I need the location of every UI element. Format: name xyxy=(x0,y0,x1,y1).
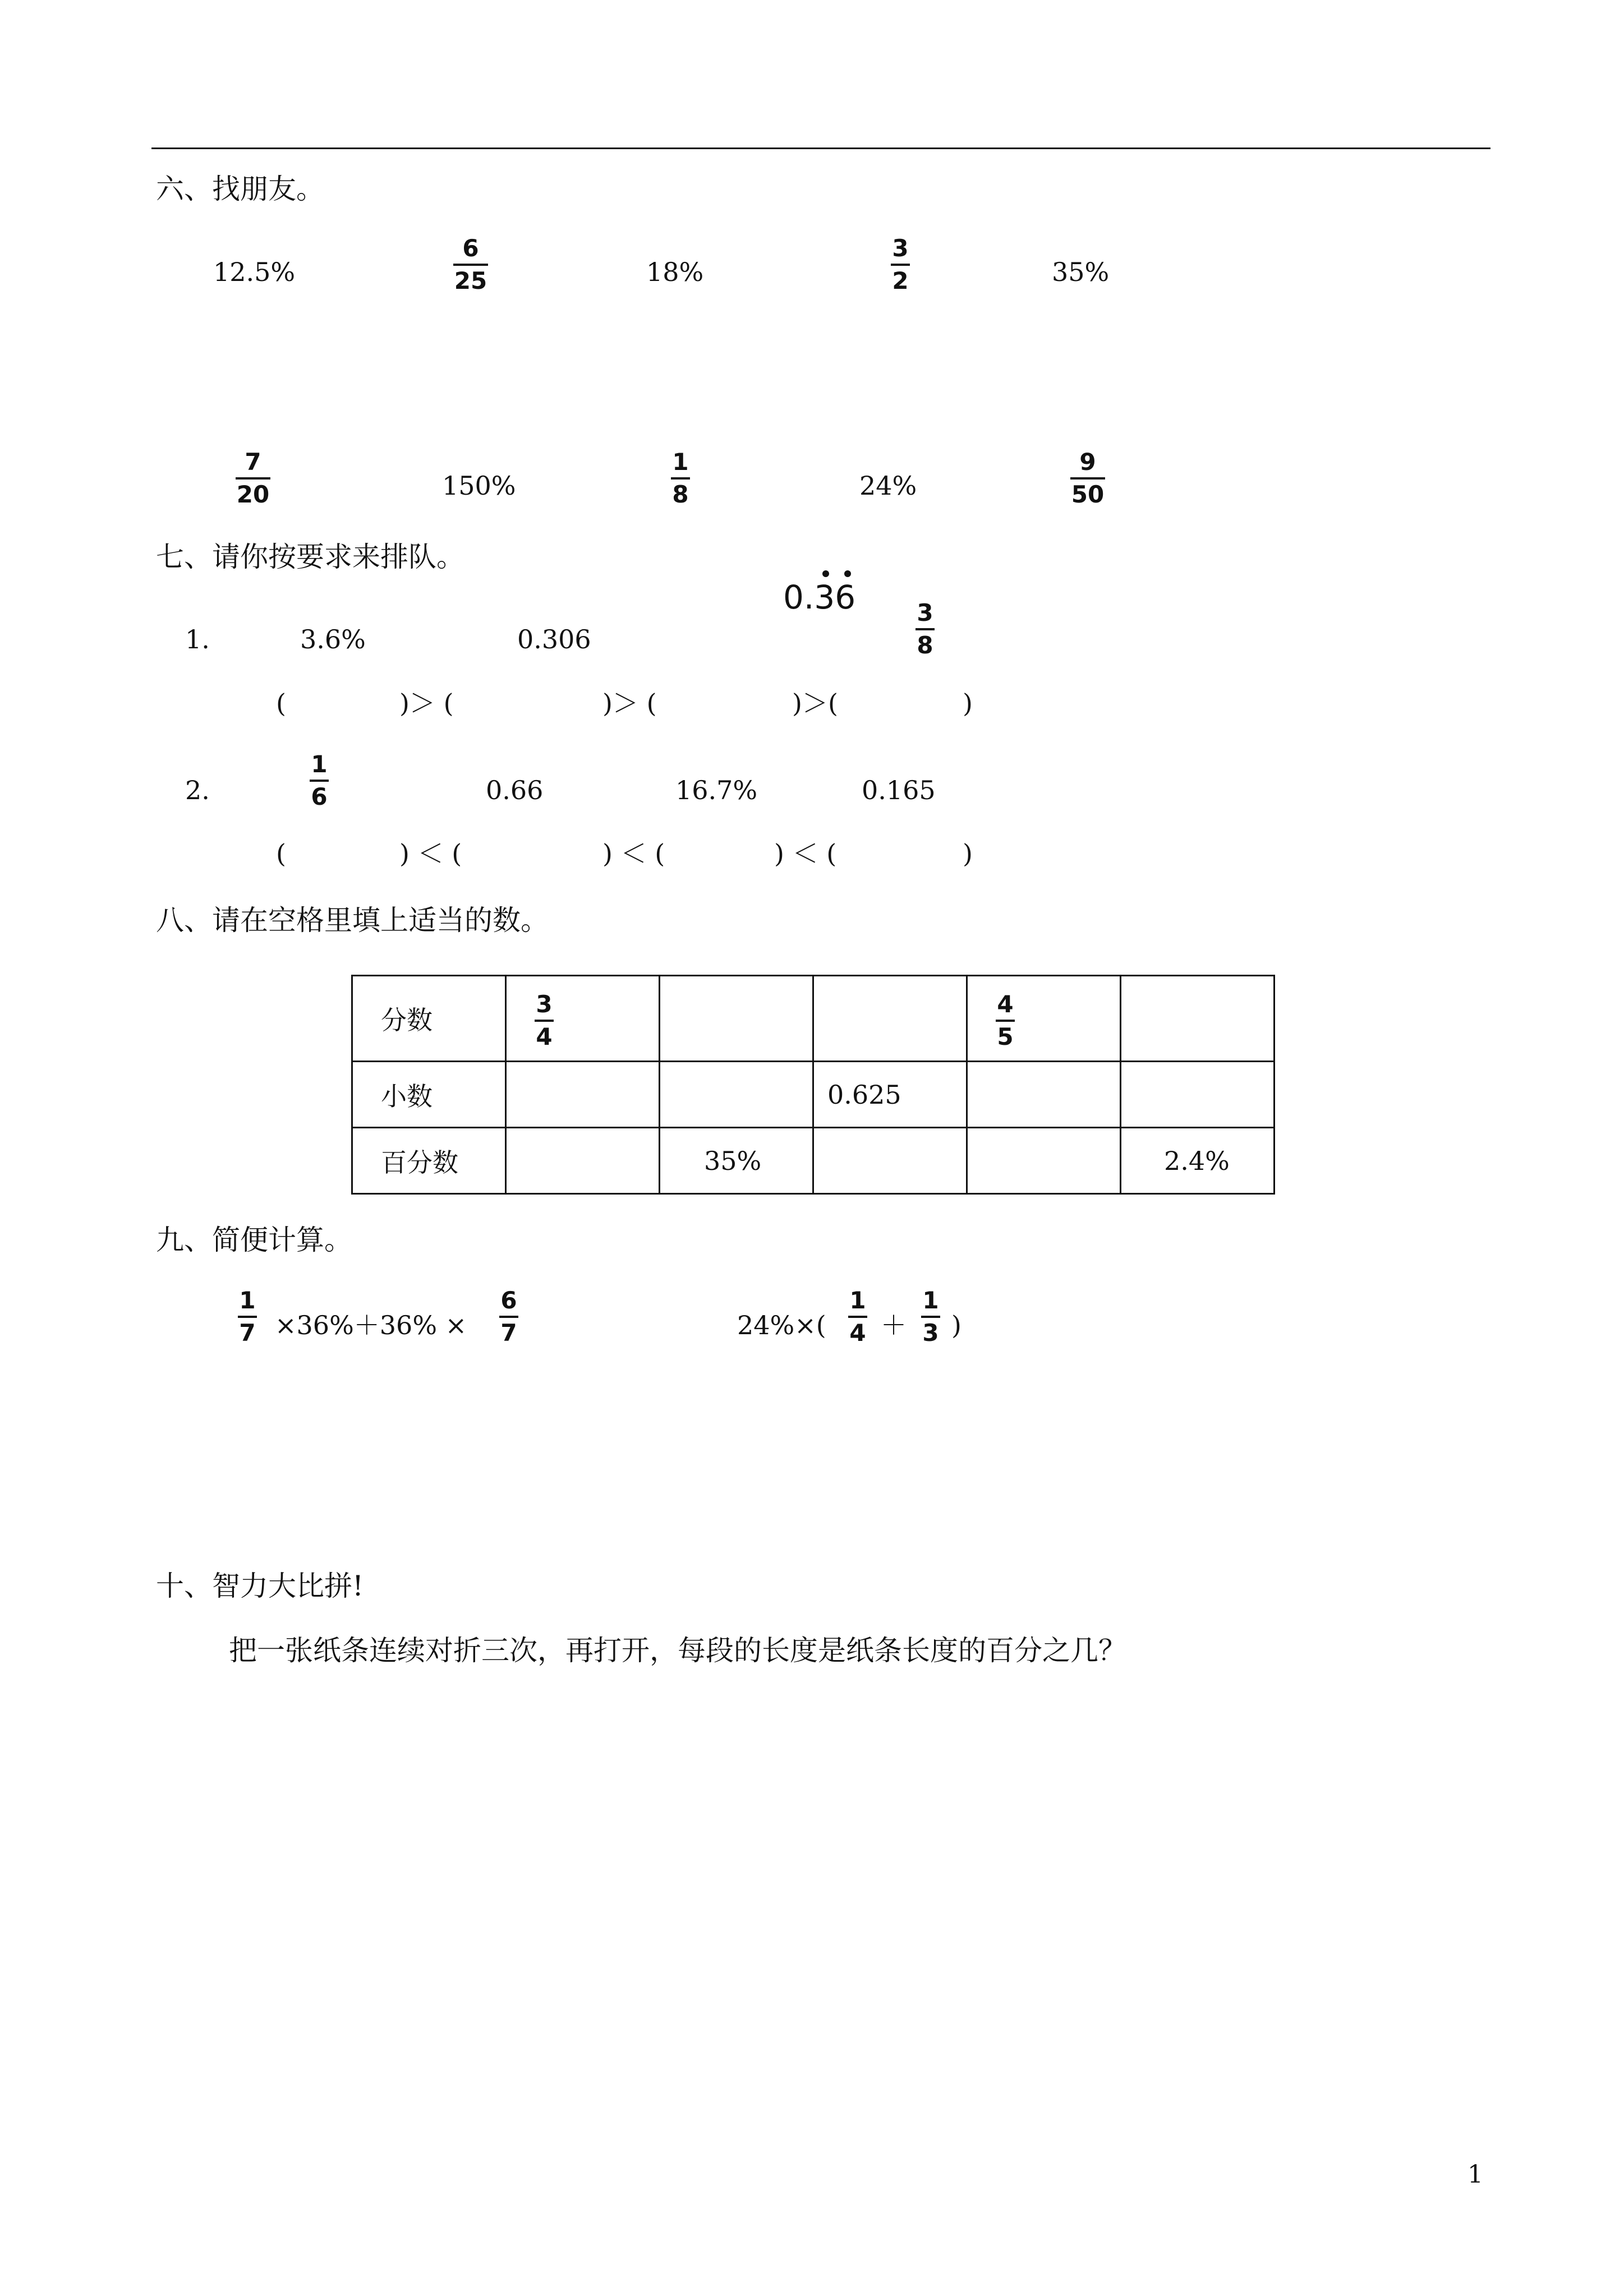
q2-blank-sep-1[interactable]: ) ＜ ( xyxy=(399,838,462,869)
expr2-fraction-2 xyxy=(921,1289,940,1345)
numerator: 3 xyxy=(917,599,933,626)
expr2-prefix: 24%×( xyxy=(737,1310,826,1340)
repeat-dot-1 xyxy=(822,570,829,577)
section10-question: 把一张纸条连续对折三次，再打开，每段的长度是纸条长度的百分之几？ xyxy=(229,1634,1126,1667)
q1-blank-close[interactable]: ) xyxy=(963,688,973,718)
repeat-dot-2 xyxy=(844,570,851,577)
numerator: 6 xyxy=(500,1287,517,1314)
q2-fraction xyxy=(310,750,329,810)
q1-repeating-decimal: 0.36 xyxy=(783,578,856,616)
cell-blank[interactable] xyxy=(506,1128,660,1194)
cell-fraction-1 xyxy=(506,976,660,1062)
cell-decimal-given: 0.625 xyxy=(813,1062,967,1128)
q1-blank-sep-3[interactable]: )＞( xyxy=(792,688,838,718)
denominator: 2 xyxy=(892,267,909,294)
fraction xyxy=(996,990,1015,1050)
q2-value-1: 0.66 xyxy=(486,775,544,805)
numerator: 1 xyxy=(849,1287,866,1314)
q2-value-2: 16.7% xyxy=(675,775,758,805)
section6-heading: 六、找朋友。 xyxy=(156,173,324,205)
denominator: 7 xyxy=(239,1319,256,1347)
denominator: 50 xyxy=(1071,481,1105,508)
numerator: 9 xyxy=(1079,448,1096,476)
denominator: 20 xyxy=(236,481,270,508)
cell-blank[interactable] xyxy=(1121,1062,1275,1128)
section7-heading: 七、请你按要求来排队。 xyxy=(156,541,464,573)
row-label-fraction: 分数 xyxy=(352,976,506,1062)
numerator: 6 xyxy=(462,234,479,262)
top-rule xyxy=(151,147,1490,149)
cell-blank[interactable] xyxy=(660,976,813,1062)
cell-percent-given-2: 2.4% xyxy=(1121,1128,1275,1194)
q2-blank-close[interactable]: ) xyxy=(963,838,973,869)
q1-value-2: 0.306 xyxy=(517,624,591,654)
denominator: 4 xyxy=(536,1023,553,1050)
cell-blank[interactable] xyxy=(1121,976,1275,1062)
s6-r2-value-b: 24% xyxy=(859,471,917,501)
row-label-percent: 百分数 xyxy=(352,1128,506,1194)
q1-blank-sep-2[interactable]: )＞ ( xyxy=(602,688,657,718)
cell-percent-given-1: 35% xyxy=(660,1128,813,1194)
q2-label: 2. xyxy=(185,775,210,805)
expr2-plus: ＋ xyxy=(881,1310,907,1340)
q1-value-1: 3.6% xyxy=(300,624,366,654)
table-row xyxy=(352,1128,1275,1194)
denominator: 4 xyxy=(849,1319,866,1347)
numerator: 1 xyxy=(239,1287,256,1314)
s6-r1-value-a: 12.5% xyxy=(213,257,296,287)
s6-r1-fraction-1 xyxy=(453,234,488,294)
denominator: 25 xyxy=(454,267,487,294)
s6-r2-value-a: 150% xyxy=(442,471,516,501)
cell-blank[interactable] xyxy=(967,1128,1121,1194)
s6-r2-fraction-1 xyxy=(236,450,270,506)
conversion-table xyxy=(351,975,1275,1195)
s6-r1-value-c: 35% xyxy=(1052,257,1110,287)
q2-value-3: 0.165 xyxy=(862,775,936,805)
table-row xyxy=(352,976,1275,1062)
denominator: 3 xyxy=(922,1319,939,1347)
numerator: 7 xyxy=(245,448,261,476)
section9-heading: 九、简便计算。 xyxy=(156,1224,352,1256)
section8-heading: 八、请在空格里填上适当的数。 xyxy=(156,904,549,937)
expr1-fraction-2 xyxy=(499,1289,518,1345)
cell-blank[interactable] xyxy=(813,976,967,1062)
denominator: 7 xyxy=(500,1319,517,1347)
q2-blank-sep-3[interactable]: ) ＜ ( xyxy=(774,838,837,869)
numerator: 1 xyxy=(922,1287,939,1314)
cell-blank[interactable] xyxy=(660,1062,813,1128)
s6-r2-fraction-2 xyxy=(671,450,690,506)
table-row xyxy=(352,1062,1275,1128)
expr1-fraction-1 xyxy=(238,1289,257,1345)
numerator: 3 xyxy=(892,234,909,262)
denominator: 8 xyxy=(917,631,933,659)
q1-blank-open[interactable]: ( xyxy=(276,688,286,718)
numerator: 1 xyxy=(672,448,689,476)
q1-blank-sep-1[interactable]: )＞ ( xyxy=(399,688,454,718)
cell-blank[interactable] xyxy=(967,1062,1121,1128)
denominator: 6 xyxy=(311,783,328,810)
page-number: 1 xyxy=(1467,2160,1483,2189)
cell-fraction-2 xyxy=(967,976,1121,1062)
numerator: 3 xyxy=(536,990,553,1018)
cell-blank[interactable] xyxy=(813,1128,967,1194)
q1-fraction xyxy=(915,601,935,657)
denominator: 5 xyxy=(997,1023,1014,1050)
fraction xyxy=(535,990,554,1050)
q1-label: 1. xyxy=(185,624,210,654)
numerator: 4 xyxy=(997,990,1014,1018)
expr1-middle: ×36%＋36% × xyxy=(275,1310,467,1340)
q2-blank-open[interactable]: ( xyxy=(276,838,286,869)
expr2-suffix: ) xyxy=(951,1310,961,1340)
q2-blank-sep-2[interactable]: ) ＜ ( xyxy=(602,838,665,869)
section10-heading: 十、智力大比拼! xyxy=(156,1570,364,1602)
s6-r1-value-b: 18% xyxy=(646,257,704,287)
row-label-decimal: 小数 xyxy=(352,1062,506,1128)
s6-r1-fraction-2 xyxy=(891,234,910,294)
denominator: 8 xyxy=(672,481,689,508)
s6-r2-fraction-3 xyxy=(1070,450,1105,506)
numerator: 1 xyxy=(311,750,328,778)
cell-blank[interactable] xyxy=(506,1062,660,1128)
expr2-fraction-1 xyxy=(848,1289,867,1345)
